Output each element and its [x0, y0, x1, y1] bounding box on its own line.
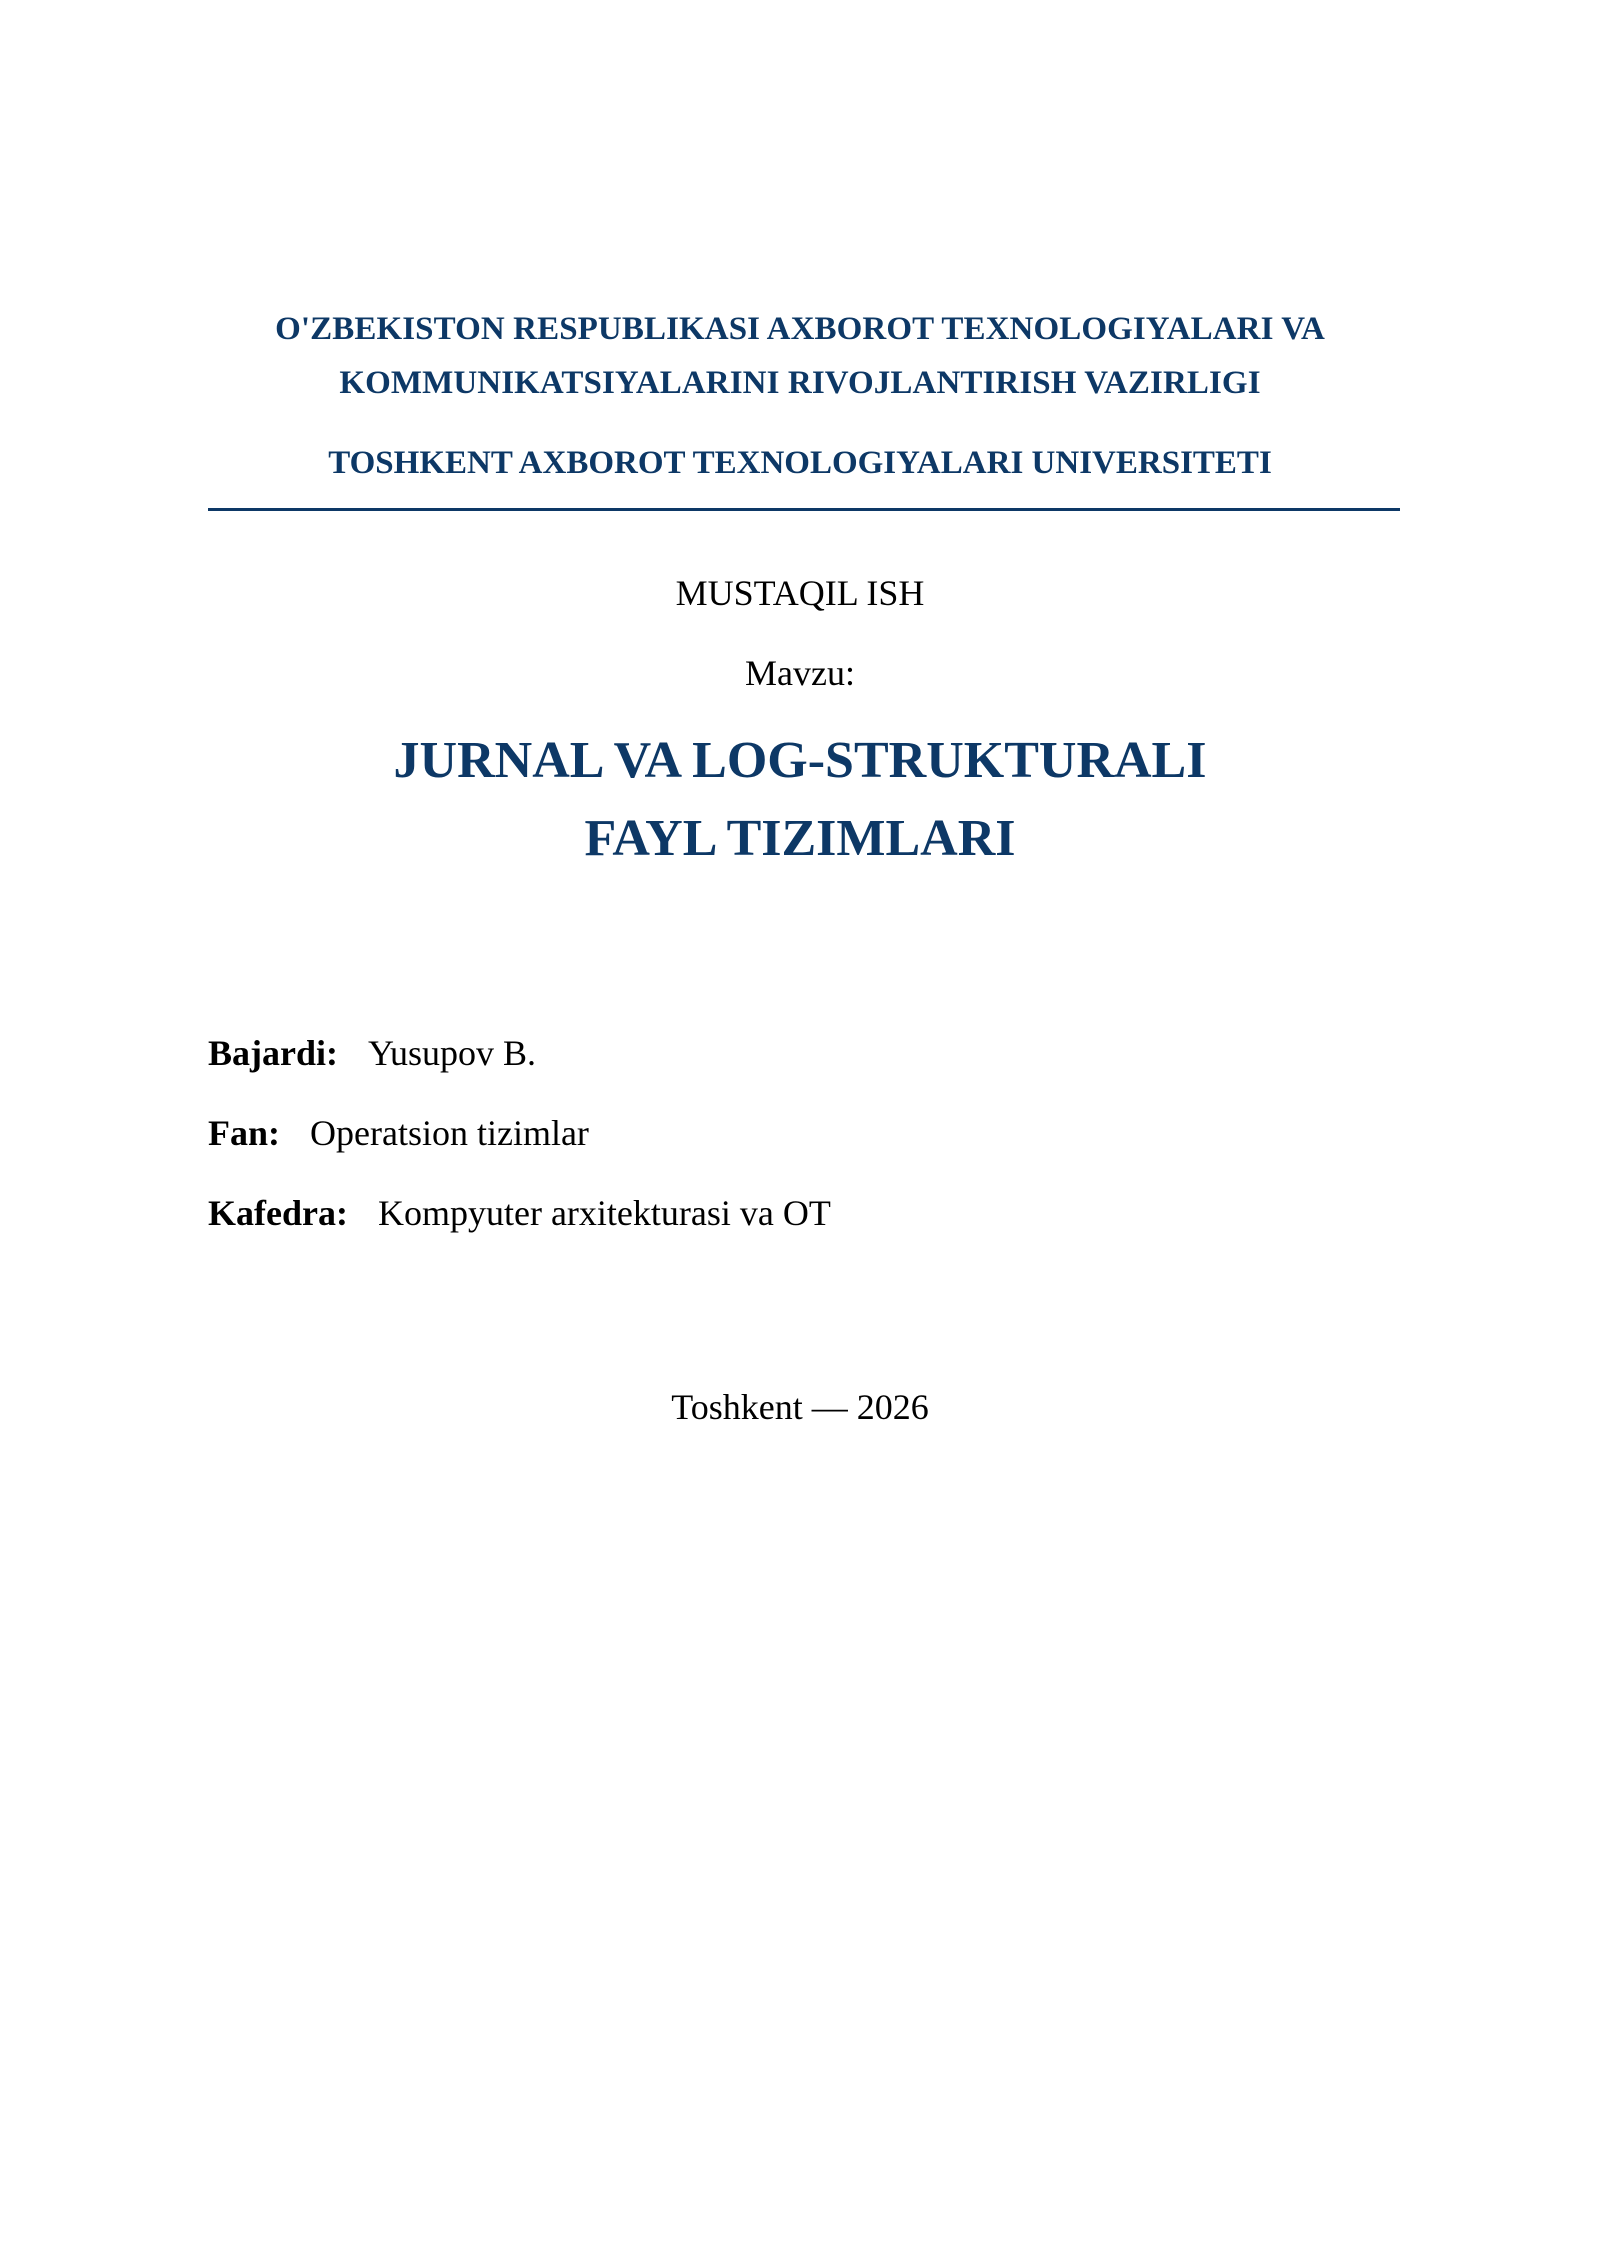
info-row-department — [208, 1188, 1400, 1238]
info-row-performer — [208, 1028, 1400, 1078]
info-row-subject — [208, 1108, 1400, 1158]
topic-label: Mavzu: — [745, 653, 855, 693]
info-label-performer: Bajardi: — [208, 1033, 338, 1073]
info-value-performer: Yusupov B. — [368, 1033, 537, 1073]
ministry-name — [0, 302, 1600, 410]
place-and-year: Toshkent — 2026 — [671, 1387, 929, 1427]
topic-title-line-2: FAYL TIZIMLARI — [584, 810, 1016, 867]
info-value-subject: Operatsion tizimlar — [310, 1113, 589, 1153]
topic-title — [0, 722, 1600, 878]
info-label-department: Kafedra: — [208, 1193, 348, 1233]
header-divider — [208, 508, 1400, 511]
info-label-subject: Fan: — [208, 1113, 280, 1153]
topic-title-line-1: JURNAL VA LOG-STRUKTURALI — [393, 732, 1207, 789]
ministry-name-line-1: O'ZBEKISTON RESPUBLIKASI AXBOROT TEXNOLOGIYALARI VA — [275, 311, 1325, 347]
info-value-department: Kompyuter arxitekturasi va OT — [377, 1193, 831, 1233]
university-name: TOSHKENT AXBOROT TEXNOLOGIYALARI UNIVERSITETI — [328, 445, 1272, 481]
work-type: MUSTAQIL ISH — [675, 573, 925, 613]
ministry-name-line-2: KOMMUNIKATSIYALARINI RIVOJLANTIRISH VAZIRLIGI — [339, 365, 1261, 401]
